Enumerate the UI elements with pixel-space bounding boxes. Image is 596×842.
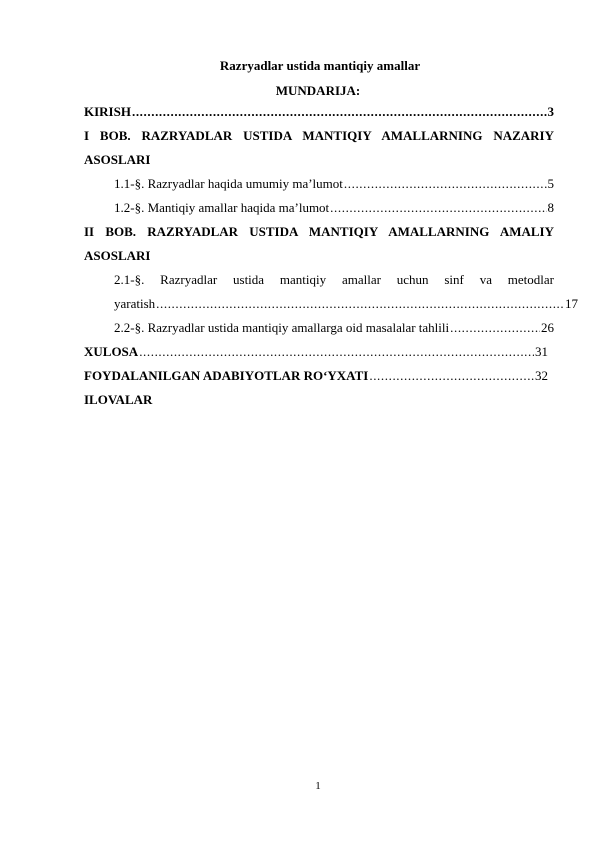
toc-entry-label: yaratish [114,296,156,311]
toc-entry-kirish[interactable] [84,100,554,124]
toc-heading: MUNDARIJA: [275,83,361,98]
toc-entry-label: ILOVALAR [84,392,153,407]
toc-entry-page: 32 [535,368,548,383]
toc-chapter-1[interactable] [84,124,554,172]
toc-entry-label: 1.2-§. Mantiqiy amallar haqida ma’lumot [114,200,330,215]
toc-entry-page: 5 [547,176,554,191]
dot-leader [344,172,547,196]
dot-leader [139,340,534,364]
table-of-contents [84,100,578,412]
toc-entry-page: 17 [565,296,578,311]
dot-leader [132,100,547,124]
toc-entry-xulosa[interactable] [84,340,548,364]
dot-leader [330,196,546,220]
toc-entry-page: 8 [547,200,554,215]
toc-entry-label: 2.2-§. Razryadlar ustida mantiqiy amallarga oid masalalar tahlili [114,320,450,335]
toc-entry-foydalanilgan[interactable] [84,364,548,388]
dot-leader [369,364,534,388]
toc-entry-label: FOYDALANILGAN ADABIYOTLAR RO‘YXATI [84,368,369,383]
toc-entry-page: 31 [535,344,548,359]
chapter-title-line: I BOB. RAZRYADLAR USTIDA MANTIQIY AMALLARNING NAZARIY [84,128,554,143]
document-title: Razryadlar ustida mantiqiy amallar [219,58,421,73]
dot-leader [156,292,564,316]
toc-entry-ilovalar[interactable] [84,388,554,412]
toc-entry-page: 3 [547,104,554,119]
toc-entry-label: XULOSA [84,344,139,359]
page-number: 1 [315,780,321,792]
toc-entry-2-2[interactable] [114,316,554,340]
toc-entry-1-2[interactable] [114,196,554,220]
toc-entry-2-1[interactable] [114,268,578,316]
toc-entry-label: 1.1-§. Razryadlar haqida umumiy ma’lumot [114,176,343,191]
chapter-title-line: II BOB. RAZRYADLAR USTIDA MANTIQIY AMALLARNING AMALIY [84,224,554,239]
toc-entry-label-line: 2.1-§. Razryadlar ustida mantiqiy amallar uchun sinf va metodlar [114,272,554,287]
toc-chapter-2[interactable] [84,220,554,268]
chapter-title-line: ASOSLARI [84,248,151,263]
toc-entry-page: 26 [541,320,554,335]
chapter-title-line: ASOSLARI [84,152,151,167]
toc-entry-1-1[interactable] [114,172,554,196]
toc-entry-label: KIRISH [84,104,131,119]
dot-leader [450,316,540,340]
